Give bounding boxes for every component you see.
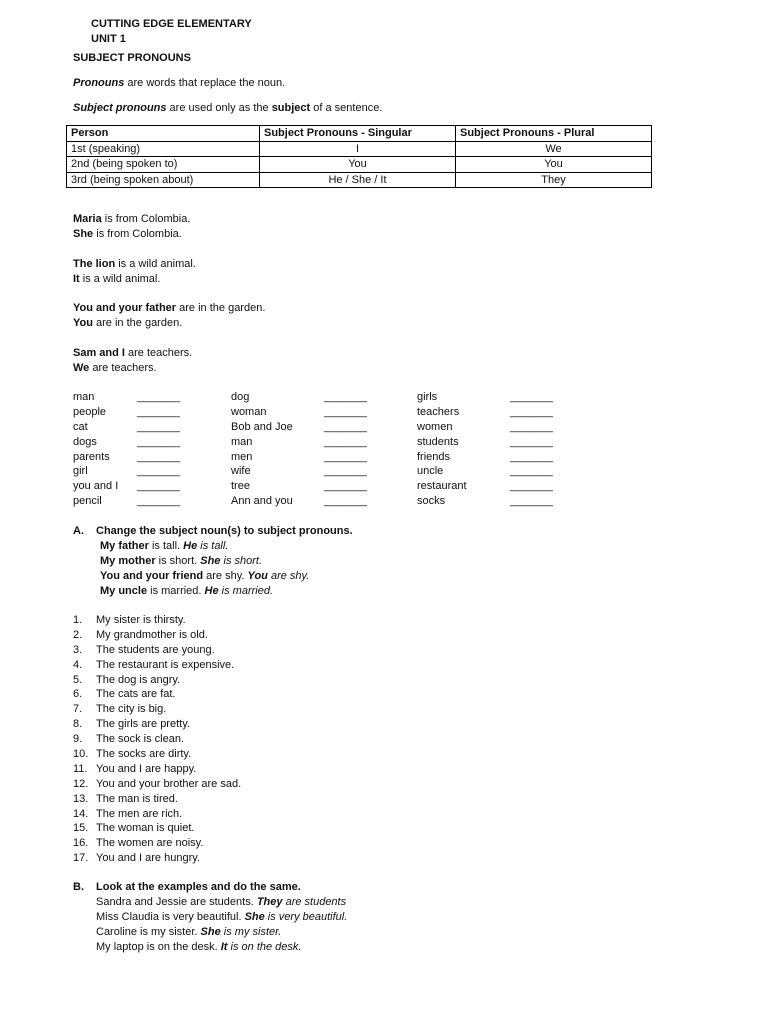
table-row	[67, 157, 652, 173]
page-title: SUBJECT PRONOUNS	[73, 52, 191, 64]
example-sentence: My father is tall. He is tall.	[100, 540, 229, 552]
answer-blank[interactable]: _______	[324, 495, 367, 508]
table-cell: We	[455, 141, 651, 157]
list-item: 2. My grandmother is old.	[73, 628, 208, 641]
list-item: woman	[231, 405, 267, 418]
section-b-heading: Look at the examples and do the same.	[96, 881, 301, 893]
answer-blank[interactable]: _______	[324, 435, 367, 448]
list-item: cat	[73, 420, 88, 433]
example-sentence: My laptop is on the desk. It is on the desk.	[96, 940, 302, 953]
list-item: 12. You and your brother are sad.	[73, 777, 242, 790]
list-item: people	[73, 405, 107, 418]
answer-blank[interactable]: _______	[137, 435, 180, 448]
example-sentence: Sandra and Jessie are students. They are students	[96, 896, 347, 908]
answer-blank[interactable]: _______	[510, 465, 553, 478]
example-pronoun-sentence: She is from Colombia.	[73, 228, 182, 240]
list-item: you and I	[73, 480, 119, 493]
example-pair	[73, 257, 196, 287]
answer-blank[interactable]: _______	[510, 391, 553, 403]
list-item: 15. The woman is quiet.	[73, 822, 195, 835]
example-pair	[73, 346, 192, 376]
example-pronoun-sentence: We are teachers.	[73, 362, 157, 374]
list-item: uncle	[417, 465, 444, 478]
list-item: pencil	[73, 495, 102, 508]
list-item: man	[73, 391, 95, 403]
example-sentence: Miss Claudia is very beautiful. She is very beautiful.	[96, 910, 348, 923]
word-column-2	[231, 390, 293, 509]
list-item: 4. The restaurant is expensive.	[73, 658, 235, 671]
list-item: students	[417, 435, 459, 448]
table-cell: 1st (speaking)	[67, 141, 260, 157]
table-header-row	[67, 126, 652, 142]
answer-blank[interactable]: _______	[324, 420, 367, 433]
list-item: 11. You and I are happy.	[73, 762, 197, 775]
list-item: tree	[231, 480, 250, 493]
answer-blank[interactable]: _______	[510, 405, 553, 418]
list-item: Ann and you	[231, 495, 293, 508]
answer-blank[interactable]: _______	[137, 420, 180, 433]
example-pronoun-sentence: You are in the garden.	[73, 317, 183, 329]
list-item: women	[417, 420, 453, 433]
list-item: 13. The man is tired.	[73, 792, 178, 805]
section-a-heading: Change the subject noun(s) to subject pronouns.	[96, 525, 353, 537]
answer-blanks-1[interactable]	[137, 390, 180, 509]
example-noun-sentence: You and your father are in the garden.	[73, 302, 266, 314]
list-item: 7. The city is big.	[73, 703, 167, 716]
list-item: 10. The socks are dirty.	[73, 748, 192, 761]
example-sentence: You and your friend are shy. You are shy.	[100, 569, 310, 582]
answer-blank[interactable]: _______	[510, 495, 553, 508]
answer-blank[interactable]: _______	[324, 391, 367, 403]
example-noun-sentence: Maria is from Colombia.	[73, 213, 191, 225]
table-cell: You	[455, 157, 651, 173]
list-item: teachers	[417, 405, 460, 418]
intro-definition: Pronouns are words that replace the noun.	[73, 77, 286, 89]
example-sentence: My mother is short. She is short.	[100, 554, 263, 567]
list-item: dogs	[73, 435, 97, 448]
answer-blank[interactable]: _______	[137, 391, 180, 403]
section-a-examples	[100, 539, 309, 599]
list-item: 14. The men are rich.	[73, 807, 183, 820]
section-b-examples	[96, 895, 347, 955]
table-cell: I	[259, 141, 455, 157]
word-column-1	[73, 390, 118, 509]
table-header-cell: Subject Pronouns - Plural	[455, 126, 651, 142]
list-item: 3. The students are young.	[73, 643, 215, 656]
table-cell: 2nd (being spoken to)	[67, 157, 260, 173]
table-cell: 3rd (being spoken about)	[67, 172, 260, 188]
example-sentence: My uncle is married. He is married.	[100, 584, 274, 597]
answer-blank[interactable]: _______	[510, 480, 553, 493]
section-a-letter: A.	[73, 525, 84, 537]
example-pronoun-sentence: It is a wild animal.	[73, 273, 161, 285]
list-item: friends	[417, 450, 451, 463]
list-item: parents	[73, 450, 110, 463]
table-row	[67, 172, 652, 188]
table-cell: They	[455, 172, 651, 188]
section-b-letter: B.	[73, 881, 84, 893]
example-pair	[73, 301, 265, 331]
answer-blank[interactable]: _______	[324, 405, 367, 418]
answer-blank[interactable]: _______	[510, 420, 553, 433]
list-item: 17. You and I are hungry.	[73, 852, 200, 865]
list-item: man	[231, 435, 253, 448]
table-row	[67, 141, 652, 157]
answer-blank[interactable]: _______	[137, 465, 180, 478]
list-item: 16. The women are noisy.	[73, 837, 204, 850]
pronoun-table	[66, 125, 652, 188]
answer-blanks-2[interactable]	[324, 390, 367, 509]
answer-blanks-3[interactable]	[510, 390, 553, 509]
answer-blank[interactable]: _______	[324, 465, 367, 478]
list-item: restaurant	[417, 480, 467, 493]
list-item: 8. The girls are pretty.	[73, 718, 190, 731]
list-item: 9. The sock is clean.	[73, 733, 185, 746]
list-item: 6. The cats are fat.	[73, 688, 176, 701]
course-title: CUTTING EDGE ELEMENTARY	[91, 18, 252, 30]
example-sentence: Caroline is my sister. She is my sister.	[96, 925, 282, 938]
table-header-cell: Subject Pronouns - Singular	[259, 126, 455, 142]
answer-blank[interactable]: _______	[137, 405, 180, 418]
answer-blank[interactable]: _______	[137, 480, 180, 493]
table-header-cell: Person	[67, 126, 260, 142]
list-item: girl	[73, 465, 88, 478]
example-noun-sentence: Sam and I are teachers.	[73, 347, 193, 359]
example-noun-sentence: The lion is a wild animal.	[73, 258, 196, 270]
list-item: girls	[417, 391, 438, 403]
list-item: 1. My sister is thirsty.	[73, 614, 186, 626]
list-item: Bob and Joe	[231, 420, 293, 433]
unit-label: UNIT 1	[91, 33, 126, 45]
exercise-list	[73, 613, 241, 866]
answer-blank[interactable]: _______	[137, 495, 180, 508]
table-cell: He / She / It	[259, 172, 455, 188]
answer-blank[interactable]: _______	[324, 480, 367, 493]
list-item: 5. The dog is angry.	[73, 673, 181, 686]
intro-usage: Subject pronouns are used only as the subject of a sentence.	[73, 102, 383, 114]
list-item: men	[231, 450, 253, 463]
example-pair	[73, 212, 190, 242]
answer-blank[interactable]: _______	[324, 450, 367, 463]
list-item: wife	[231, 465, 251, 478]
list-item: dog	[231, 391, 250, 403]
table-cell: You	[259, 157, 455, 173]
answer-blank[interactable]: _______	[510, 450, 553, 463]
answer-blank[interactable]: _______	[137, 450, 180, 463]
list-item: socks	[417, 495, 446, 508]
answer-blank[interactable]: _______	[510, 435, 553, 448]
word-column-3	[417, 390, 467, 509]
